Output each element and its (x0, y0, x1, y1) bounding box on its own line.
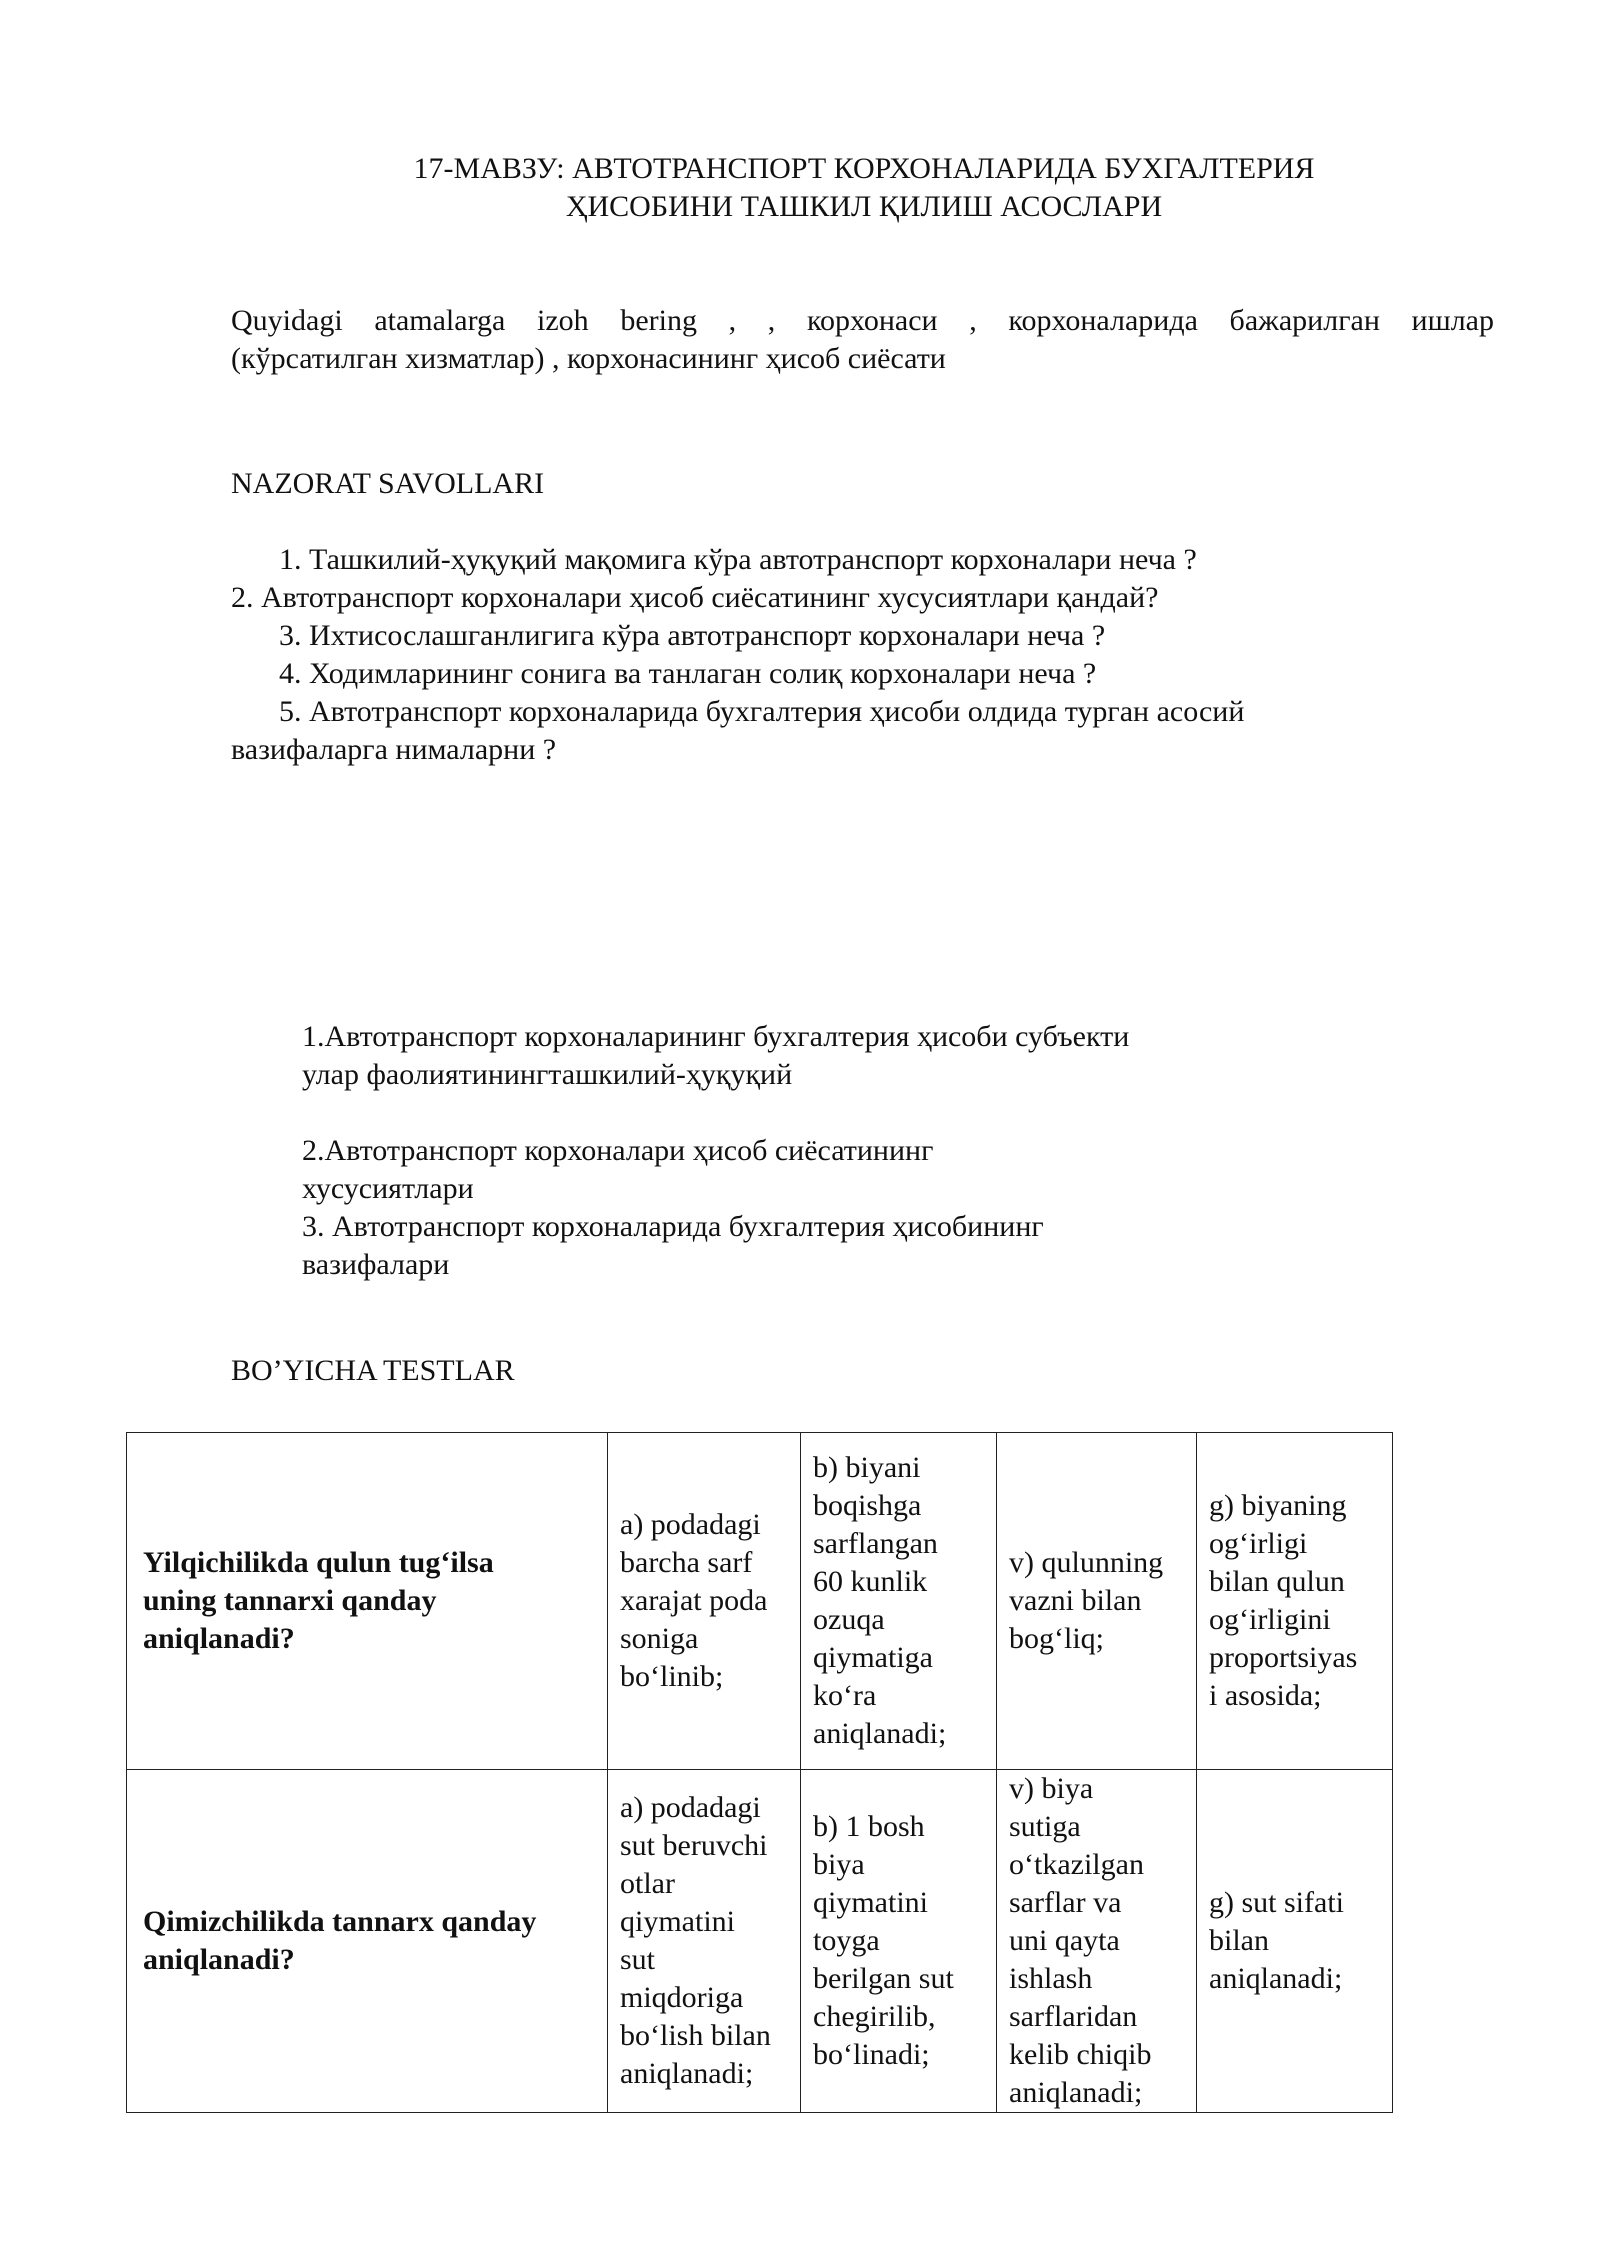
answer-text: b) biyani boqishga sarflangan 60 kunlik ozuqa qiymatiga ko‘ra aniqlanadi; (813, 1451, 947, 1750)
test-question-cell (127, 1770, 608, 2113)
topic-item (302, 1132, 1302, 1208)
tests-table (126, 1432, 1393, 2113)
question-item: 5. Автотранспорт корхоналарида бухгалтерия ҳисоби олдида турган асосий (279, 695, 1245, 728)
topic-item (302, 1018, 1302, 1094)
question-item: 3. Ихтисослашганлигига кўра автотранспорт корхоналари неча ? (279, 619, 1106, 652)
topic-line: 2.Автотранспорт корхоналари ҳисоб сиёсатининг (302, 1134, 934, 1167)
topic-line: хусусиятлари (302, 1172, 474, 1205)
table-row (127, 1433, 1393, 1770)
answer-text: b) 1 bosh biya qiymatini toyga berilgan sut chegirilib, bo‘linadi; (813, 1810, 954, 2071)
topics-list (302, 1018, 1302, 1284)
answer-option-g (1197, 1770, 1393, 2113)
control-questions-heading: NAZORAT SAVOLLARI (231, 467, 545, 500)
question-item-continuation: вазифаларга нималарни ? (231, 733, 557, 766)
answer-text: v) qulunning vazni bilan bog‘liq; (1009, 1546, 1164, 1655)
test-question: Yilqichilikda qulun tug‘ilsa uning tannarxi qanday aniqlanadi? (143, 1546, 494, 1655)
topic-line: улар фаолиятинингташкилий-ҳуқуқий (302, 1058, 793, 1091)
topic-line: вазифалари (302, 1248, 450, 1281)
tests-heading: BO’YICHA TESTLAR (231, 1354, 515, 1387)
answer-option-a (608, 1433, 801, 1770)
answer-text: a) podadagi barcha sarf xarajat poda soniga bo‘linib; (620, 1508, 768, 1693)
question-item: 4. Ходимларининг сонига ва танлаган солиқ корхоналари неча ? (279, 657, 1097, 690)
title-line-2: ҲИСОБИНИ ТАШКИЛ ҚИЛИШ АСОСЛАРИ (565, 190, 1163, 223)
test-question-cell (127, 1433, 608, 1770)
question-item: 1. Ташкилий-ҳуқуқий мақомига кўра автотранспорт корхоналари неча ? (279, 543, 1197, 576)
test-question: Qimizchilikda tannarx qanday aniqlanadi? (143, 1905, 537, 1976)
document-title (0, 150, 1600, 226)
answer-text: v) biya sutiga o‘tkazilgan sarflar va uni qayta ishlash sarflaridan kelib chiqib aniqlanadi; (1009, 1772, 1152, 2109)
question-item: 2. Автотранспорт корхоналари ҳисоб сиёсатининг хусусиятлари қандай? (231, 581, 1159, 614)
answer-option-v (997, 1770, 1197, 2113)
intro-paragraph (231, 302, 1494, 378)
intro-line-2: (кўрсатилган хизматлар) , корхонасининг ҳисоб сиёсати (231, 342, 946, 375)
answer-text: g) biyaning og‘irligi bilan qulun og‘irligini proportsiyas i asosida; (1209, 1489, 1358, 1712)
answer-text: g) sut sifati bilan aniqlanadi; (1209, 1886, 1344, 1995)
answer-option-g (1197, 1433, 1393, 1770)
control-questions-list (231, 541, 1494, 769)
table-row (127, 1770, 1393, 2113)
topic-line: 1.Автотранспорт корхоналарининг бухгалтерия ҳисоби субъекти (302, 1020, 1130, 1053)
answer-option-v (997, 1433, 1197, 1770)
answer-option-b (801, 1433, 997, 1770)
topic-item (302, 1208, 1302, 1284)
intro-line-1: Quyidagi atamalarga izoh bering , , корхонаси , корхоналарида бажарилган ишлар (231, 304, 1494, 337)
answer-option-b (801, 1770, 997, 2113)
title-line-1: 17-МАВЗУ: АВТОТРАНСПОРТ КОРХОНАЛАРИДА БУХГАЛТЕРИЯ (413, 152, 1315, 185)
answer-text: a) podadagi sut beruvchi otlar qiymatini sut miqdoriga bo‘lish bilan aniqlanadi; (620, 1791, 771, 2090)
topic-line: 3. Автотранспорт корхоналарида бухгалтерия ҳисобининг (302, 1210, 1044, 1243)
answer-option-a (608, 1770, 801, 2113)
